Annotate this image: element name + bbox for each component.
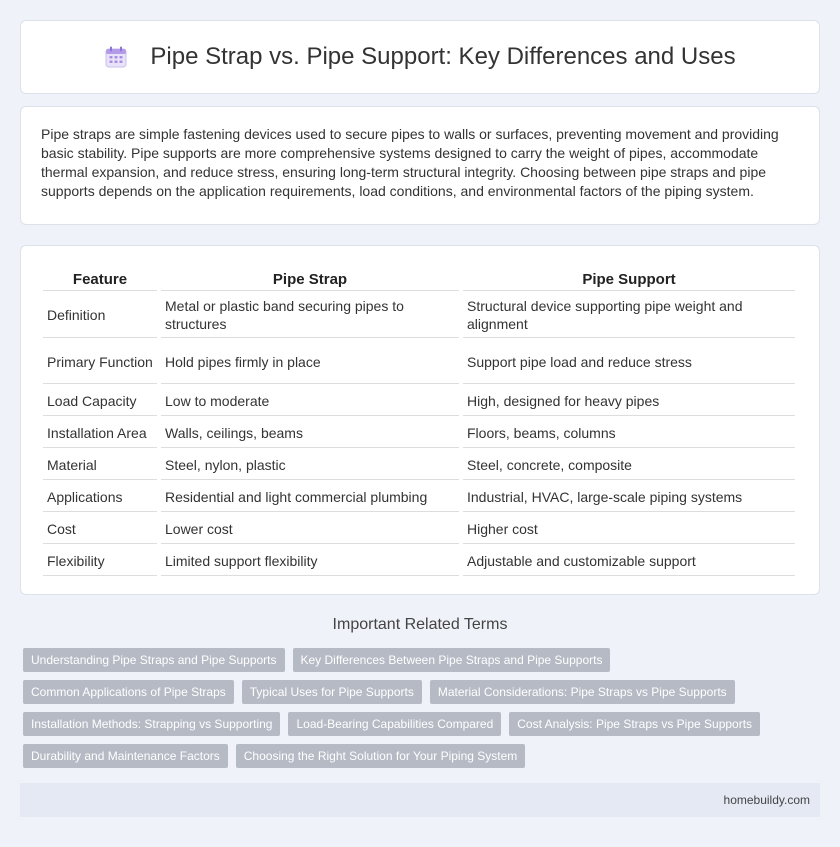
intro-card bbox=[20, 106, 820, 225]
table-header-row bbox=[43, 266, 795, 291]
table-row bbox=[43, 482, 795, 512]
related-terms-list bbox=[23, 648, 823, 768]
pipe-support-cell: Support pipe load and reduce stress bbox=[463, 340, 795, 384]
related-term-tag[interactable]: Cost Analysis: Pipe Straps vs Pipe Supports bbox=[509, 712, 760, 736]
related-term-tag[interactable]: Choosing the Right Solution for Your Piping System bbox=[236, 744, 526, 768]
related-term-tag[interactable]: Durability and Maintenance Factors bbox=[23, 744, 228, 768]
table-row bbox=[43, 386, 795, 416]
table-row bbox=[43, 293, 795, 338]
feature-cell: Load Capacity bbox=[43, 386, 157, 416]
related-term-tag[interactable]: Load-Bearing Capabilities Compared bbox=[288, 712, 501, 736]
related-terms-heading: Important Related Terms bbox=[332, 616, 508, 633]
feature-cell: Material bbox=[43, 450, 157, 480]
page-header bbox=[20, 20, 820, 94]
table-row bbox=[43, 418, 795, 448]
feature-cell: Primary Function bbox=[43, 340, 157, 384]
page-title: Pipe Strap vs. Pipe Support: Key Differences and Uses bbox=[150, 43, 736, 70]
table-row bbox=[43, 450, 795, 480]
pipe-strap-cell: Metal or plastic band securing pipes to structures bbox=[161, 293, 459, 338]
pipe-strap-cell: Low to moderate bbox=[161, 386, 459, 416]
pipe-support-cell: Higher cost bbox=[463, 514, 795, 544]
pipe-support-cell: Structural device supporting pipe weight and alignment bbox=[463, 293, 795, 338]
table-row bbox=[43, 514, 795, 544]
calendar-icon bbox=[104, 45, 128, 69]
related-term-tag[interactable]: Material Considerations: Pipe Straps vs Pipe Supports bbox=[430, 680, 735, 704]
feature-cell: Installation Area bbox=[43, 418, 157, 448]
table-row bbox=[43, 340, 795, 384]
feature-cell: Cost bbox=[43, 514, 157, 544]
related-term-tag[interactable]: Common Applications of Pipe Straps bbox=[23, 680, 234, 704]
footer-site-link[interactable]: homebuildy.com bbox=[723, 793, 810, 807]
pipe-strap-cell: Walls, ceilings, beams bbox=[161, 418, 459, 448]
pipe-strap-cell: Steel, nylon, plastic bbox=[161, 450, 459, 480]
footer bbox=[20, 783, 820, 817]
pipe-support-cell: Industrial, HVAC, large-scale piping systems bbox=[463, 482, 795, 512]
pipe-strap-cell: Hold pipes firmly in place bbox=[161, 340, 459, 384]
pipe-strap-cell: Residential and light commercial plumbing bbox=[161, 482, 459, 512]
pipe-strap-cell: Limited support flexibility bbox=[161, 546, 459, 576]
comparison-table bbox=[39, 264, 799, 578]
pipe-support-cell: Steel, concrete, composite bbox=[463, 450, 795, 480]
table-row bbox=[43, 546, 795, 576]
column-header-pipe-strap: Pipe Strap bbox=[161, 266, 459, 291]
feature-cell: Applications bbox=[43, 482, 157, 512]
pipe-support-cell: High, designed for heavy pipes bbox=[463, 386, 795, 416]
feature-cell: Flexibility bbox=[43, 546, 157, 576]
pipe-strap-cell: Lower cost bbox=[161, 514, 459, 544]
intro-text: Pipe straps are simple fastening devices used to secure pipes to walls or surfaces, preventing movement and providing basic stability. Pipe supports are more comprehensive systems designed to carry the weight of pipes, accommodate thermal expansion, and reduce stress, ensuring long-term structural integrity. Choosing between pipe straps and pipe supports depends on the application requirements, load conditions, and environmental factors of the piping system. bbox=[41, 126, 779, 199]
column-header-feature: Feature bbox=[43, 266, 157, 291]
pipe-support-cell: Adjustable and customizable support bbox=[463, 546, 795, 576]
related-term-tag[interactable]: Key Differences Between Pipe Straps and Pipe Supports bbox=[293, 648, 611, 672]
related-term-tag[interactable]: Typical Uses for Pipe Supports bbox=[242, 680, 422, 704]
column-header-pipe-support: Pipe Support bbox=[463, 266, 795, 291]
related-term-tag[interactable]: Installation Methods: Strapping vs Supporting bbox=[23, 712, 280, 736]
comparison-card bbox=[20, 245, 820, 595]
related-term-tag[interactable]: Understanding Pipe Straps and Pipe Supports bbox=[23, 648, 285, 672]
pipe-support-cell: Floors, beams, columns bbox=[463, 418, 795, 448]
feature-cell: Definition bbox=[43, 293, 157, 338]
